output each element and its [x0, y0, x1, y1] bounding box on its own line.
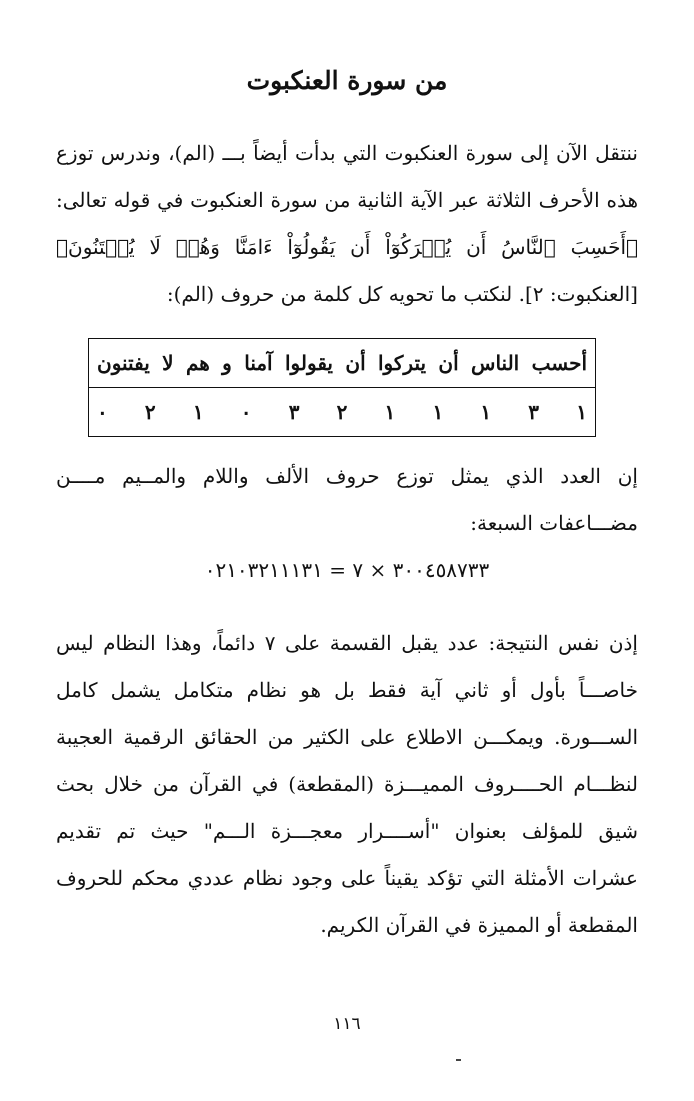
sevens-paragraph: إن العدد الذي يمثل توزع حروف الألف واللام والمــيم مــــن مضـــاعفات السبعة: [56, 464, 638, 535]
count-item: ١ [384, 400, 396, 424]
conclusion-paragraph: إذن نفس النتيجة: عدد يقبل القسمة على ٧ دائماً، وهذا النظام ليس خاصـــاً بأول أو ثاني آية فقط بل هو نظام متكامل يشمل كامل الســـورة. ويمكـــن الاطلاع على الكثير من الحقائق الرقمية العجيبة لنظـــام الحــــروف المميـــزة (المقطعة) في القرآن من خلال بحث شيق للمؤلف بعنوان "أســــرار معجـــزة الـــم" حيث تم تقديم عشرات الأمثلة التي تؤكد يقيناً على وجود نظام عددي محكم للحروف المقطعة أو المميزة في القرآن الكريم. [56, 631, 638, 937]
count-item: ٣ [288, 400, 300, 424]
count-item: ١ [576, 400, 587, 424]
count-item: ١ [432, 400, 444, 424]
multiplication-equation: ٣٠٠٤٥٨٧٣٣ × ٧ = ٠٢١٠٣٢١١١٣١ [204, 558, 490, 582]
word-item: يفتنون [97, 351, 150, 375]
word-item: أحسب [531, 351, 588, 375]
intro-paragraph: ننتقل الآن إلى سورة العنكبوت التي بدأت أيضاً بـــ (الم)، وندرس توزع هذه الأحرف الثلاثة عبر الآية الثانية من سورة العنكبوت في قوله تعالى: ﴿أَحَسِبَ ٱلنَّاسُ أَن يُتۡرَكُوٓاْ أَن يَقُولُوٓاْ ءَامَنَّا وَهُمۡ لَا يُفۡتَنُونَ﴾ [العنكبوت: ٢]. لنكتب ما تحويه كل كلمة من حروف (الم): [56, 141, 638, 306]
word-item: آمنا [244, 351, 273, 375]
word-item: يتركوا [378, 351, 427, 375]
page-title: من سورة العنكبوت [246, 66, 448, 95]
words-row [89, 339, 596, 388]
scan-mark [456, 1059, 461, 1061]
word-item: الناس [471, 351, 520, 375]
count-item: ٣ [528, 400, 540, 424]
count-item: ١ [192, 400, 204, 424]
word-item: هم [185, 351, 210, 375]
count-item: ٢ [144, 400, 156, 424]
count-item: ٠ [240, 400, 252, 424]
word-item: لا [162, 351, 174, 375]
letter-count-table [88, 338, 596, 437]
count-item: ٠ [97, 400, 108, 424]
count-item: ١ [480, 400, 492, 424]
count-item: ٢ [336, 400, 348, 424]
word-item: أن [438, 351, 459, 375]
words-cell [89, 339, 596, 388]
word-item: يقولوا [285, 351, 333, 375]
counts-row [89, 388, 596, 437]
counts-cell [89, 388, 596, 437]
word-item: و [222, 351, 232, 375]
word-item: أن [345, 351, 366, 375]
page-number: ١١٦ [333, 1014, 361, 1034]
